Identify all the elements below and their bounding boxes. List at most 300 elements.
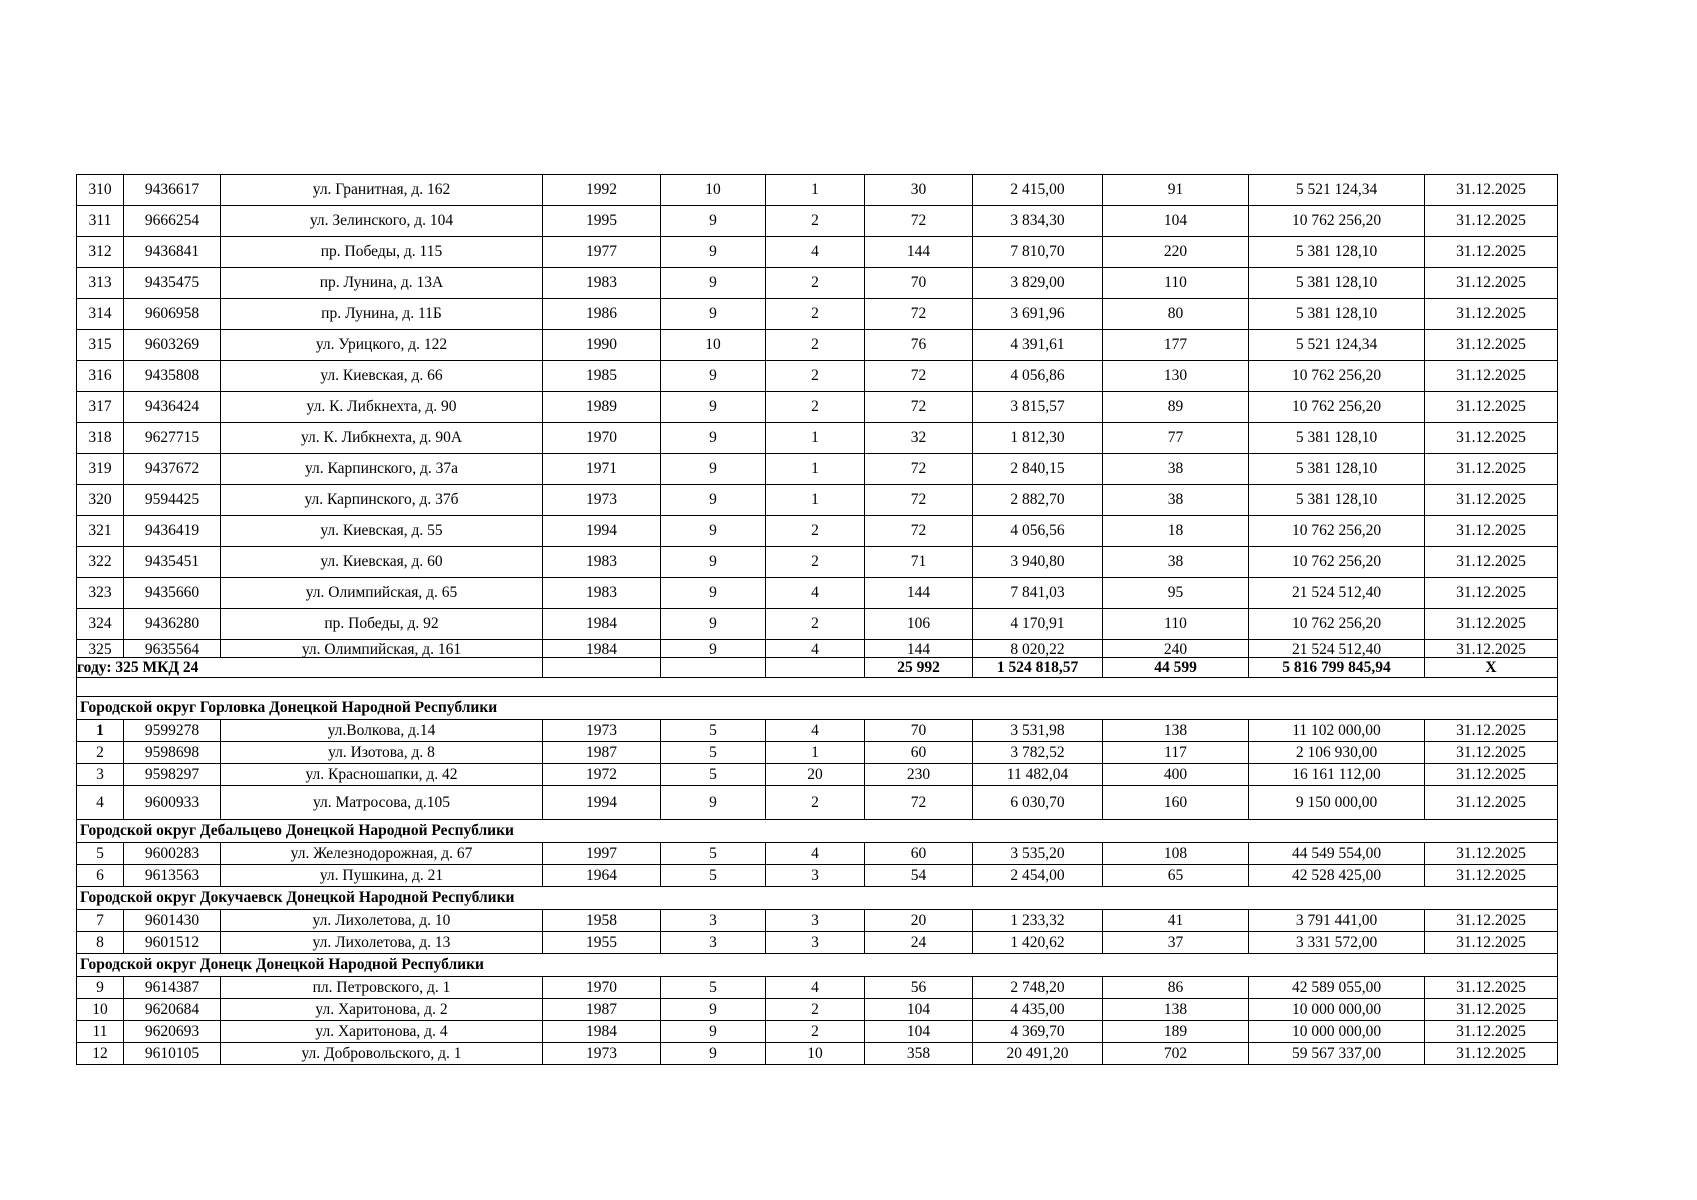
row-number-cell: 317 bbox=[77, 392, 124, 423]
build-year-cell: 1970 bbox=[543, 423, 661, 454]
area-cell: 3 691,96 bbox=[973, 299, 1103, 330]
apartments-cell: 72 bbox=[865, 516, 973, 547]
cost-cell: 5 381 128,10 bbox=[1249, 454, 1425, 485]
build-year-cell: 1985 bbox=[543, 361, 661, 392]
building-code-cell: 9436617 bbox=[124, 175, 221, 206]
building-code-cell: 9610105 bbox=[124, 1043, 221, 1065]
cost-cell: 5 381 128,10 bbox=[1249, 237, 1425, 268]
apartments-cell: 72 bbox=[865, 299, 973, 330]
entrances-cell: 3 bbox=[766, 865, 865, 887]
total-area-cell: 1 524 818,57 bbox=[973, 658, 1103, 678]
residents-cell: 65 bbox=[1103, 865, 1249, 887]
building-code-cell: 9600933 bbox=[124, 786, 221, 820]
floors-cell: 9 bbox=[661, 206, 766, 237]
cost-cell: 10 762 256,20 bbox=[1249, 609, 1425, 640]
total-cost-cell: 5 816 799 845,94 bbox=[1249, 658, 1425, 678]
residents-cell: 38 bbox=[1103, 454, 1249, 485]
deadline-cell: 31.12.2025 bbox=[1425, 1043, 1558, 1065]
deadline-cell: 31.12.2025 bbox=[1425, 932, 1558, 954]
residents-cell: 110 bbox=[1103, 268, 1249, 299]
residents-cell: 41 bbox=[1103, 910, 1249, 932]
floors-cell: 9 bbox=[661, 454, 766, 485]
residents-cell: 702 bbox=[1103, 1043, 1249, 1065]
section-header-row bbox=[77, 697, 1558, 720]
row-number-cell: 323 bbox=[77, 578, 124, 609]
building-code-cell: 9594425 bbox=[124, 485, 221, 516]
row-number-cell: 314 bbox=[77, 299, 124, 330]
section-title: Городской округ Горловка Донецкой Народной Республики bbox=[77, 697, 1558, 720]
row-number-cell: 7 bbox=[77, 910, 124, 932]
deadline-cell: 31.12.2025 bbox=[1425, 720, 1558, 742]
row-number-cell: 10 bbox=[77, 999, 124, 1021]
table-row bbox=[77, 330, 1558, 361]
address-cell: ул. Лихолетова, д. 10 bbox=[221, 910, 543, 932]
area-cell: 2 748,20 bbox=[973, 977, 1103, 999]
apartments-cell: 144 bbox=[865, 640, 973, 658]
address-cell: ул. Олимпийская, д. 161 bbox=[221, 640, 543, 658]
total-date-cell: X bbox=[1425, 658, 1558, 678]
floors-cell: 9 bbox=[661, 423, 766, 454]
deadline-cell: 31.12.2025 bbox=[1425, 999, 1558, 1021]
residents-cell: 108 bbox=[1103, 843, 1249, 865]
build-year-cell: 1973 bbox=[543, 485, 661, 516]
floors-cell: 5 bbox=[661, 764, 766, 786]
residents-cell: 77 bbox=[1103, 423, 1249, 454]
area-cell: 4 369,70 bbox=[973, 1021, 1103, 1043]
address-cell: ул. К. Либкнехта, д. 90 bbox=[221, 392, 543, 423]
table-row bbox=[77, 361, 1558, 392]
build-year-cell: 1983 bbox=[543, 578, 661, 609]
cost-cell: 2 106 930,00 bbox=[1249, 742, 1425, 764]
row-number-cell: 324 bbox=[77, 609, 124, 640]
deadline-cell: 31.12.2025 bbox=[1425, 237, 1558, 268]
build-year-cell: 1984 bbox=[543, 640, 661, 658]
area-cell: 3 829,00 bbox=[973, 268, 1103, 299]
row-number-cell: 315 bbox=[77, 330, 124, 361]
area-cell: 8 020,22 bbox=[973, 640, 1103, 658]
entrances-cell: 2 bbox=[766, 999, 865, 1021]
building-code-cell: 9435451 bbox=[124, 547, 221, 578]
deadline-cell: 31.12.2025 bbox=[1425, 786, 1558, 820]
area-cell: 3 531,98 bbox=[973, 720, 1103, 742]
cost-cell: 11 102 000,00 bbox=[1249, 720, 1425, 742]
row-number-cell: 8 bbox=[77, 932, 124, 954]
residents-cell: 138 bbox=[1103, 720, 1249, 742]
build-year-cell: 1987 bbox=[543, 742, 661, 764]
table-row bbox=[77, 1021, 1558, 1043]
address-cell: пр. Победы, д. 92 bbox=[221, 609, 543, 640]
area-cell: 7 841,03 bbox=[973, 578, 1103, 609]
residents-cell: 240 bbox=[1103, 640, 1249, 658]
total-apartments-cell: 25 992 bbox=[865, 658, 973, 678]
table-row bbox=[77, 175, 1558, 206]
section-header-row bbox=[77, 887, 1558, 910]
entrances-cell: 2 bbox=[766, 392, 865, 423]
entrances-cell: 1 bbox=[766, 742, 865, 764]
building-code-cell: 9599278 bbox=[124, 720, 221, 742]
cost-cell: 59 567 337,00 bbox=[1249, 1043, 1425, 1065]
table-row bbox=[77, 843, 1558, 865]
table-row bbox=[77, 516, 1558, 547]
deadline-cell: 31.12.2025 bbox=[1425, 578, 1558, 609]
build-year-cell: 1958 bbox=[543, 910, 661, 932]
cost-cell: 10 762 256,20 bbox=[1249, 516, 1425, 547]
floors-cell: 10 bbox=[661, 175, 766, 206]
build-year-cell: 1973 bbox=[543, 720, 661, 742]
area-cell: 2 840,15 bbox=[973, 454, 1103, 485]
apartments-cell: 71 bbox=[865, 547, 973, 578]
address-cell: ул. Красношапки, д. 42 bbox=[221, 764, 543, 786]
building-code-cell: 9627715 bbox=[124, 423, 221, 454]
row-number-cell: 318 bbox=[77, 423, 124, 454]
residents-cell: 38 bbox=[1103, 547, 1249, 578]
build-year-cell: 1984 bbox=[543, 609, 661, 640]
address-cell: ул. Матросова, д.105 bbox=[221, 786, 543, 820]
address-cell: пр. Лунина, д. 11Б bbox=[221, 299, 543, 330]
entrances-cell: 3 bbox=[766, 910, 865, 932]
building-code-cell: 9436841 bbox=[124, 237, 221, 268]
row-number-cell: 1 bbox=[77, 720, 124, 742]
apartments-cell: 72 bbox=[865, 786, 973, 820]
area-cell: 1 233,32 bbox=[973, 910, 1103, 932]
apartments-cell: 76 bbox=[865, 330, 973, 361]
entrances-cell: 1 bbox=[766, 454, 865, 485]
row-number-cell: 319 bbox=[77, 454, 124, 485]
area-cell: 3 940,80 bbox=[973, 547, 1103, 578]
housing-register-table bbox=[76, 174, 1558, 1065]
building-code-cell: 9614387 bbox=[124, 977, 221, 999]
floors-cell: 9 bbox=[661, 786, 766, 820]
row-number-cell: 316 bbox=[77, 361, 124, 392]
table-row bbox=[77, 742, 1558, 764]
building-code-cell: 9601430 bbox=[124, 910, 221, 932]
cost-cell: 21 524 512,40 bbox=[1249, 578, 1425, 609]
address-cell: пр. Победы, д. 115 bbox=[221, 237, 543, 268]
floors-cell: 9 bbox=[661, 1043, 766, 1065]
area-cell: 2 882,70 bbox=[973, 485, 1103, 516]
apartments-cell: 56 bbox=[865, 977, 973, 999]
address-cell: ул. Гранитная, д. 162 bbox=[221, 175, 543, 206]
address-cell: ул. Харитонова, д. 2 bbox=[221, 999, 543, 1021]
table-row bbox=[77, 485, 1558, 516]
build-year-cell: 1983 bbox=[543, 547, 661, 578]
building-code-cell: 9603269 bbox=[124, 330, 221, 361]
row-number-cell: 4 bbox=[77, 786, 124, 820]
apartments-cell: 144 bbox=[865, 237, 973, 268]
apartments-cell: 70 bbox=[865, 720, 973, 742]
table-row bbox=[77, 640, 1558, 658]
row-number-cell: 310 bbox=[77, 175, 124, 206]
address-cell: ул. Добровольского, д. 1 bbox=[221, 1043, 543, 1065]
row-number-cell: 322 bbox=[77, 547, 124, 578]
table-row bbox=[77, 268, 1558, 299]
apartments-cell: 358 bbox=[865, 1043, 973, 1065]
area-cell: 4 391,61 bbox=[973, 330, 1103, 361]
deadline-cell: 31.12.2025 bbox=[1425, 742, 1558, 764]
address-cell: ул. Киевская, д. 66 bbox=[221, 361, 543, 392]
entrances-cell: 2 bbox=[766, 786, 865, 820]
build-year-cell: 1970 bbox=[543, 977, 661, 999]
table-row bbox=[77, 299, 1558, 330]
area-cell: 2 454,00 bbox=[973, 865, 1103, 887]
building-code-cell: 9620693 bbox=[124, 1021, 221, 1043]
entrances-cell: 2 bbox=[766, 547, 865, 578]
cost-cell: 10 762 256,20 bbox=[1249, 547, 1425, 578]
entrances-cell: 2 bbox=[766, 1021, 865, 1043]
cost-cell: 5 521 124,34 bbox=[1249, 330, 1425, 361]
cost-cell: 10 000 000,00 bbox=[1249, 1021, 1425, 1043]
cost-cell: 10 762 256,20 bbox=[1249, 361, 1425, 392]
entrances-cell: 4 bbox=[766, 977, 865, 999]
table-row bbox=[77, 977, 1558, 999]
apartments-cell: 72 bbox=[865, 361, 973, 392]
apartments-cell: 72 bbox=[865, 392, 973, 423]
entrances-cell: 4 bbox=[766, 578, 865, 609]
total-residents-cell: 44 599 bbox=[1103, 658, 1249, 678]
building-code-cell: 9437672 bbox=[124, 454, 221, 485]
area-cell: 4 056,86 bbox=[973, 361, 1103, 392]
residents-cell: 117 bbox=[1103, 742, 1249, 764]
cost-cell: 3 331 572,00 bbox=[1249, 932, 1425, 954]
residents-cell: 400 bbox=[1103, 764, 1249, 786]
address-cell: ул. Харитонова, д. 4 bbox=[221, 1021, 543, 1043]
build-year-cell: 1994 bbox=[543, 786, 661, 820]
address-cell: пл. Петровского, д. 1 bbox=[221, 977, 543, 999]
entrances-cell: 1 bbox=[766, 423, 865, 454]
floors-cell: 9 bbox=[661, 516, 766, 547]
apartments-cell: 72 bbox=[865, 206, 973, 237]
area-cell: 3 815,57 bbox=[973, 392, 1103, 423]
build-year-cell: 1983 bbox=[543, 268, 661, 299]
residents-cell: 91 bbox=[1103, 175, 1249, 206]
deadline-cell: 31.12.2025 bbox=[1425, 516, 1558, 547]
table-row bbox=[77, 932, 1558, 954]
residents-cell: 37 bbox=[1103, 932, 1249, 954]
section-header-row bbox=[77, 820, 1558, 843]
row-number-cell: 3 bbox=[77, 764, 124, 786]
floors-cell: 9 bbox=[661, 361, 766, 392]
deadline-cell: 31.12.2025 bbox=[1425, 392, 1558, 423]
apartments-cell: 20 bbox=[865, 910, 973, 932]
area-cell: 1 420,62 bbox=[973, 932, 1103, 954]
section-title: Городской округ Дебальцево Донецкой Народной Республики bbox=[77, 820, 1558, 843]
residents-cell: 38 bbox=[1103, 485, 1249, 516]
build-year-cell: 1990 bbox=[543, 330, 661, 361]
apartments-cell: 72 bbox=[865, 454, 973, 485]
row-number-cell: 5 bbox=[77, 843, 124, 865]
entrances-cell: 4 bbox=[766, 237, 865, 268]
floors-cell: 5 bbox=[661, 977, 766, 999]
floors-cell: 10 bbox=[661, 330, 766, 361]
apartments-cell: 60 bbox=[865, 742, 973, 764]
address-cell: пр. Лунина, д. 13А bbox=[221, 268, 543, 299]
row-number-cell: 325 bbox=[77, 640, 124, 658]
empty-cell bbox=[766, 658, 865, 678]
deadline-cell: 31.12.2025 bbox=[1425, 1021, 1558, 1043]
area-cell: 6 030,70 bbox=[973, 786, 1103, 820]
row-number-cell: 312 bbox=[77, 237, 124, 268]
deadline-cell: 31.12.2025 bbox=[1425, 609, 1558, 640]
row-number-cell: 11 bbox=[77, 1021, 124, 1043]
building-code-cell: 9666254 bbox=[124, 206, 221, 237]
row-number-cell: 321 bbox=[77, 516, 124, 547]
deadline-cell: 31.12.2025 bbox=[1425, 299, 1558, 330]
apartments-cell: 144 bbox=[865, 578, 973, 609]
residents-cell: 89 bbox=[1103, 392, 1249, 423]
deadline-cell: 31.12.2025 bbox=[1425, 175, 1558, 206]
building-code-cell: 9635564 bbox=[124, 640, 221, 658]
build-year-cell: 1955 bbox=[543, 932, 661, 954]
build-year-cell: 1972 bbox=[543, 764, 661, 786]
table-row bbox=[77, 578, 1558, 609]
entrances-cell: 2 bbox=[766, 330, 865, 361]
area-cell: 4 170,91 bbox=[973, 609, 1103, 640]
entrances-cell: 4 bbox=[766, 640, 865, 658]
build-year-cell: 1992 bbox=[543, 175, 661, 206]
section-title: Городской округ Докучаевск Донецкой Народной Республики bbox=[77, 887, 1558, 910]
address-cell: ул. К. Либкнехта, д. 90А bbox=[221, 423, 543, 454]
table-row bbox=[77, 547, 1558, 578]
address-cell: ул. Железнодорожная, д. 67 bbox=[221, 843, 543, 865]
section-title: Городской округ Донецк Донецкой Народной Республики bbox=[77, 954, 1558, 977]
floors-cell: 9 bbox=[661, 237, 766, 268]
floors-cell: 9 bbox=[661, 268, 766, 299]
address-cell: ул. Киевская, д. 60 bbox=[221, 547, 543, 578]
deadline-cell: 31.12.2025 bbox=[1425, 640, 1558, 658]
building-code-cell: 9598698 bbox=[124, 742, 221, 764]
apartments-cell: 104 bbox=[865, 999, 973, 1021]
entrances-cell: 10 bbox=[766, 1043, 865, 1065]
row-number-cell: 311 bbox=[77, 206, 124, 237]
table-row bbox=[77, 999, 1558, 1021]
empty-cell bbox=[661, 658, 766, 678]
deadline-cell: 31.12.2025 bbox=[1425, 454, 1558, 485]
table-row bbox=[77, 392, 1558, 423]
cost-cell: 5 381 128,10 bbox=[1249, 268, 1425, 299]
deadline-cell: 31.12.2025 bbox=[1425, 977, 1558, 999]
floors-cell: 5 bbox=[661, 742, 766, 764]
area-cell: 11 482,04 bbox=[973, 764, 1103, 786]
area-cell: 3 535,20 bbox=[973, 843, 1103, 865]
cost-cell: 3 791 441,00 bbox=[1249, 910, 1425, 932]
area-cell: 2 415,00 bbox=[973, 175, 1103, 206]
build-year-cell: 1989 bbox=[543, 392, 661, 423]
residents-cell: 86 bbox=[1103, 977, 1249, 999]
section-header-row bbox=[77, 954, 1558, 977]
build-year-cell: 1994 bbox=[543, 516, 661, 547]
floors-cell: 5 bbox=[661, 865, 766, 887]
residents-cell: 18 bbox=[1103, 516, 1249, 547]
entrances-cell: 2 bbox=[766, 268, 865, 299]
residents-cell: 160 bbox=[1103, 786, 1249, 820]
address-cell: ул. Киевская, д. 55 bbox=[221, 516, 543, 547]
table-row bbox=[77, 237, 1558, 268]
total-row bbox=[77, 658, 1558, 678]
entrances-cell: 20 bbox=[766, 764, 865, 786]
residents-cell: 189 bbox=[1103, 1021, 1249, 1043]
table-row bbox=[77, 423, 1558, 454]
table-row bbox=[77, 764, 1558, 786]
row-number-cell: 2 bbox=[77, 742, 124, 764]
entrances-cell: 2 bbox=[766, 609, 865, 640]
address-cell: ул. Зелинского, д. 104 bbox=[221, 206, 543, 237]
residents-cell: 110 bbox=[1103, 609, 1249, 640]
entrances-cell: 2 bbox=[766, 206, 865, 237]
building-code-cell: 9436419 bbox=[124, 516, 221, 547]
residents-cell: 104 bbox=[1103, 206, 1249, 237]
floors-cell: 3 bbox=[661, 910, 766, 932]
area-cell: 4 435,00 bbox=[973, 999, 1103, 1021]
apartments-cell: 230 bbox=[865, 764, 973, 786]
apartments-cell: 30 bbox=[865, 175, 973, 206]
area-cell: 3 834,30 bbox=[973, 206, 1103, 237]
address-cell: ул. Карпинского, д. 37б bbox=[221, 485, 543, 516]
building-code-cell: 9598297 bbox=[124, 764, 221, 786]
building-code-cell: 9601512 bbox=[124, 932, 221, 954]
address-cell: ул. Пушкина, д. 21 bbox=[221, 865, 543, 887]
address-cell: ул. Лихолетова, д. 13 bbox=[221, 932, 543, 954]
table-row bbox=[77, 609, 1558, 640]
deadline-cell: 31.12.2025 bbox=[1425, 361, 1558, 392]
address-cell: ул. Карпинского, д. 37а bbox=[221, 454, 543, 485]
cost-cell: 21 524 512,40 bbox=[1249, 640, 1425, 658]
deadline-cell: 31.12.2025 bbox=[1425, 764, 1558, 786]
entrances-cell: 2 bbox=[766, 516, 865, 547]
cost-cell: 9 150 000,00 bbox=[1249, 786, 1425, 820]
floors-cell: 9 bbox=[661, 299, 766, 330]
floors-cell: 5 bbox=[661, 843, 766, 865]
residents-cell: 138 bbox=[1103, 999, 1249, 1021]
table-row bbox=[77, 786, 1558, 820]
floors-cell: 5 bbox=[661, 720, 766, 742]
cost-cell: 16 161 112,00 bbox=[1249, 764, 1425, 786]
row-number-cell: 6 bbox=[77, 865, 124, 887]
deadline-cell: 31.12.2025 bbox=[1425, 485, 1558, 516]
building-code-cell: 9600283 bbox=[124, 843, 221, 865]
apartments-cell: 54 bbox=[865, 865, 973, 887]
floors-cell: 9 bbox=[661, 547, 766, 578]
deadline-cell: 31.12.2025 bbox=[1425, 206, 1558, 237]
building-code-cell: 9435475 bbox=[124, 268, 221, 299]
area-cell: 1 812,30 bbox=[973, 423, 1103, 454]
residents-cell: 220 bbox=[1103, 237, 1249, 268]
floors-cell: 9 bbox=[661, 578, 766, 609]
building-code-cell: 9620684 bbox=[124, 999, 221, 1021]
cost-cell: 42 528 425,00 bbox=[1249, 865, 1425, 887]
building-code-cell: 9436424 bbox=[124, 392, 221, 423]
residents-cell: 130 bbox=[1103, 361, 1249, 392]
floors-cell: 9 bbox=[661, 392, 766, 423]
residents-cell: 95 bbox=[1103, 578, 1249, 609]
address-cell: ул. Урицкого, д. 122 bbox=[221, 330, 543, 361]
table-row bbox=[77, 1043, 1558, 1065]
cost-cell: 5 381 128,10 bbox=[1249, 485, 1425, 516]
entrances-cell: 1 bbox=[766, 175, 865, 206]
apartments-cell: 106 bbox=[865, 609, 973, 640]
cost-cell: 5 381 128,10 bbox=[1249, 423, 1425, 454]
entrances-cell: 3 bbox=[766, 932, 865, 954]
deadline-cell: 31.12.2025 bbox=[1425, 547, 1558, 578]
entrances-cell: 2 bbox=[766, 299, 865, 330]
building-code-cell: 9435808 bbox=[124, 361, 221, 392]
row-number-cell: 320 bbox=[77, 485, 124, 516]
row-number-cell: 313 bbox=[77, 268, 124, 299]
apartments-cell: 104 bbox=[865, 1021, 973, 1043]
floors-cell: 3 bbox=[661, 932, 766, 954]
spacer-cell bbox=[77, 678, 1558, 697]
build-year-cell: 1964 bbox=[543, 865, 661, 887]
area-cell: 7 810,70 bbox=[973, 237, 1103, 268]
